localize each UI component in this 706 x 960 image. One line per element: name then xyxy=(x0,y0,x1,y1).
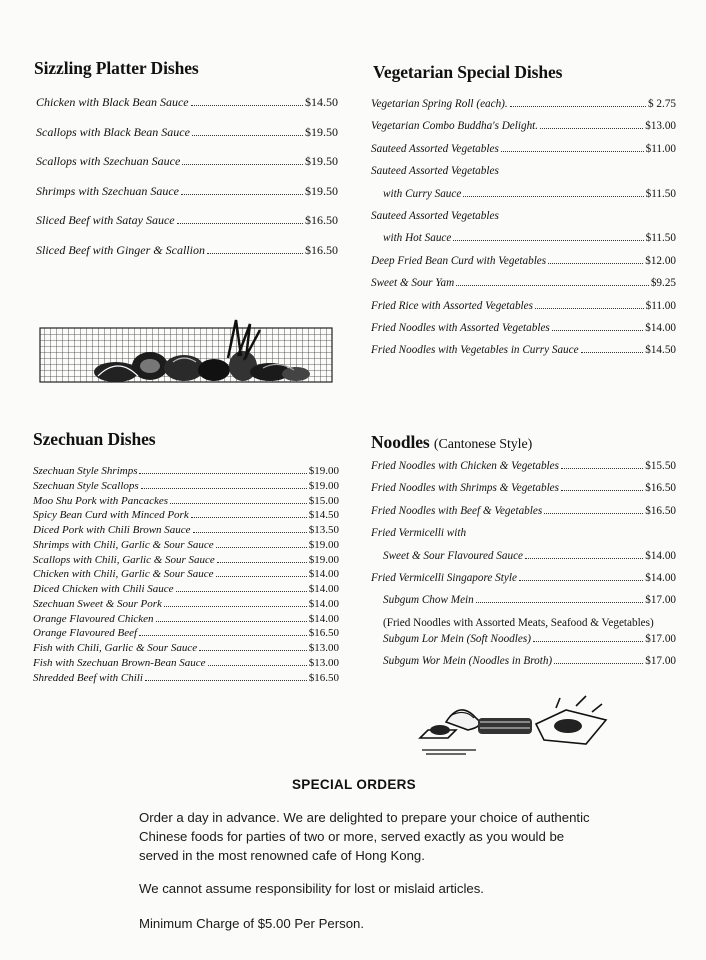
item-name: Sweet & Sour Yam xyxy=(371,277,455,290)
menu-item xyxy=(371,188,676,210)
item-name: Diced Chicken with Chili Sauce xyxy=(33,583,174,595)
minimum-charge-notice: Minimum Charge of $5.00 Per Person. xyxy=(139,916,365,931)
item-name: Fish with Chili, Garlic & Sour Sauce xyxy=(33,642,198,654)
menu-item xyxy=(371,277,676,299)
menu-item xyxy=(36,125,338,155)
item-name: Moo Shu Pork with Pancackes xyxy=(33,494,169,507)
menu-item xyxy=(33,612,339,627)
menu-item xyxy=(371,255,676,277)
item-name: Vegetarian Spring Roll (each). xyxy=(371,98,508,110)
item-price: $19.50 xyxy=(305,183,338,198)
item-price: $16.50 xyxy=(645,482,676,495)
item-price: $17.00 xyxy=(645,632,676,645)
szechuan-menu-list xyxy=(33,464,339,685)
item-name: Shredded Beef with Chili xyxy=(33,671,143,684)
item-name: with Curry Sauce xyxy=(383,187,462,200)
item-price: $13.00 xyxy=(308,642,339,654)
item-name: Subgum Lor Mein (Soft Noodles) xyxy=(383,632,531,645)
item-name: Sliced Beef with Ginger & Scallion xyxy=(36,242,205,257)
item-name: Spicy Bean Curd with Minced Pork xyxy=(33,509,189,522)
item-name: Sliced Beef with Satay Sauce xyxy=(36,213,175,228)
item-name: Scallops with Black Bean Sauce xyxy=(36,124,190,139)
item-price: $11.50 xyxy=(645,187,676,200)
item-name: Fried Noodles with Beef & Vegetables xyxy=(371,504,543,517)
menu-item xyxy=(371,505,676,527)
section-title-vegetarian: Vegetarian Special Dishes xyxy=(373,62,563,82)
menu-item xyxy=(371,594,676,616)
menu-item xyxy=(36,95,338,125)
item-description: (Fried Noodles with Assorted Meats, Seafood & Vegetables) xyxy=(383,616,654,629)
item-price: $13.00 xyxy=(645,120,676,133)
item-price: $17.00 xyxy=(645,594,676,607)
item-price: $19.50 xyxy=(305,124,338,139)
menu-item xyxy=(36,154,338,184)
menu-item xyxy=(33,494,339,509)
item-price: $12.00 xyxy=(645,254,676,267)
item-name: Sauteed Assorted Vegetables xyxy=(371,209,499,222)
item-price: $14.50 xyxy=(308,509,339,522)
item-name: Scallops with Chili, Garlic & Sour Sauce xyxy=(33,553,215,566)
item-name: Orange Flavoured Beef xyxy=(33,627,138,640)
menu-item xyxy=(371,165,676,187)
item-name: Deep Fried Bean Curd with Vegetables xyxy=(371,254,547,267)
item-price: $15.50 xyxy=(645,460,676,472)
menu-item xyxy=(371,633,676,655)
item-price: $19.00 xyxy=(308,538,339,551)
item-price: $14.00 xyxy=(645,549,676,562)
item-price: $16.50 xyxy=(305,242,338,257)
item-name: Fried Noodles with Shrimps & Vegetables xyxy=(371,482,560,495)
item-name: Fried Rice with Assorted Vegetables xyxy=(371,299,533,312)
menu-item xyxy=(371,232,676,254)
menu-item xyxy=(36,243,338,273)
menu-item xyxy=(371,300,676,322)
menu-item xyxy=(33,464,339,479)
item-name: Subgum Chow Mein xyxy=(383,594,474,607)
menu-item xyxy=(33,626,339,641)
responsibility-notice: We cannot assume responsibility for lost or mislaid articles. xyxy=(139,881,484,896)
menu-item xyxy=(33,523,339,538)
item-price: $19.00 xyxy=(308,553,339,566)
section-title-sizzling: Sizzling Platter Dishes xyxy=(34,58,199,78)
item-name: Shrimps with Szechuan Sauce xyxy=(36,183,179,198)
noodles-menu-list xyxy=(371,460,676,678)
menu-item xyxy=(33,671,339,686)
special-orders-title: SPECIAL ORDERS xyxy=(292,777,416,792)
menu-item xyxy=(36,184,338,214)
item-name: Shrimps with Chili, Garlic & Sour Sauce xyxy=(33,538,214,551)
menu-item xyxy=(33,641,339,656)
item-price: $14.00 xyxy=(645,571,676,584)
menu-item xyxy=(371,655,676,677)
menu-item xyxy=(371,527,676,549)
item-price: $14.50 xyxy=(305,95,338,109)
menu-item xyxy=(371,482,676,504)
menu-item xyxy=(33,656,339,671)
item-name: Szechuan Style Shrimps xyxy=(33,465,138,477)
item-price: $11.50 xyxy=(645,232,676,245)
item-price: $14.00 xyxy=(308,583,339,595)
menu-item xyxy=(33,479,339,494)
menu-item xyxy=(371,460,676,482)
item-price: $11.00 xyxy=(645,142,676,155)
item-name: Szechuan Sweet & Sour Pork xyxy=(33,597,162,610)
item-price: $16.50 xyxy=(308,627,339,640)
item-name: Szechuan Style Scallops xyxy=(33,479,139,492)
item-price: $ 2.75 xyxy=(648,98,676,110)
item-price: $13.00 xyxy=(308,656,339,669)
noodles-title: Noodles xyxy=(371,432,430,452)
noodles-subtitle: (Cantonese Style) xyxy=(433,437,533,452)
item-price: $9.25 xyxy=(650,277,676,290)
vegetarian-menu-list xyxy=(371,98,676,367)
item-price: $19.50 xyxy=(305,154,338,169)
item-name: Chicken with Chili, Garlic & Sour Sauce xyxy=(33,568,214,581)
menu-item xyxy=(371,344,676,366)
vegetable-basket-illustration-icon xyxy=(38,316,334,386)
menu-item xyxy=(371,210,676,232)
menu-item-note xyxy=(371,617,676,633)
item-price: $16.50 xyxy=(305,213,338,228)
menu-item xyxy=(371,572,676,594)
menu-item xyxy=(371,98,676,120)
item-name: Fried Noodles with Chicken & Vegetables xyxy=(371,460,559,472)
menu-item xyxy=(371,550,676,572)
special-orders-paragraph: Order a day in advance. We are delighted to prepare your choice of authentic Chinese foods for parties of two or more, served exactly as you would be served in the most renowned cafe of Hong Kong. xyxy=(139,810,590,863)
food-table-illustration-icon xyxy=(416,694,612,756)
item-name: with Hot Sauce xyxy=(383,232,452,245)
menu-item xyxy=(33,553,339,568)
menu-item xyxy=(33,582,339,597)
item-price: $16.50 xyxy=(308,671,339,684)
item-name: Fried Vermicelli Singapore Style xyxy=(371,571,517,584)
item-price: $17.00 xyxy=(645,655,676,668)
item-name: Scallops with Szechuan Sauce xyxy=(36,154,181,169)
item-price: $14.00 xyxy=(308,568,339,581)
menu-item xyxy=(33,597,339,612)
menu-item xyxy=(33,508,339,523)
item-name: Vegetarian Combo Buddha's Delight. xyxy=(371,120,539,133)
item-price: $16.50 xyxy=(645,504,676,517)
item-price: $14.50 xyxy=(645,344,676,357)
item-name: Fried Noodles with Vegetables in Curry Sauce xyxy=(371,344,579,357)
item-name: Sweet & Sour Flavoured Sauce xyxy=(383,549,524,562)
item-name: Orange Flavoured Chicken xyxy=(33,612,154,625)
menu-item xyxy=(371,120,676,142)
sizzling-menu-list xyxy=(36,95,338,273)
menu-item xyxy=(33,538,339,553)
item-price: $13.50 xyxy=(308,524,339,536)
item-name: Sauteed Assorted Vegetables xyxy=(371,142,499,155)
item-name: Fried Noodles with Assorted Vegetables xyxy=(371,321,550,334)
item-price: $11.00 xyxy=(645,299,676,312)
item-name: Fried Vermicelli with xyxy=(371,527,467,540)
item-price: $19.00 xyxy=(308,479,339,492)
item-price: $15.00 xyxy=(308,494,339,507)
item-name: Diced Pork with Chili Brown Sauce xyxy=(33,524,191,536)
item-name: Fish with Szechuan Brown-Bean Sauce xyxy=(33,656,206,669)
item-name: Sauteed Assorted Vegetables xyxy=(371,165,499,178)
item-name: Chicken with Black Bean Sauce xyxy=(36,95,189,109)
menu-item xyxy=(33,567,339,582)
item-price: $14.00 xyxy=(308,612,339,625)
item-price: $14.00 xyxy=(308,597,339,610)
item-price: $14.00 xyxy=(645,321,676,334)
section-title-szechuan: Szechuan Dishes xyxy=(33,429,156,449)
section-title-noodles xyxy=(371,432,532,453)
item-name: Subgum Wor Mein (Noodles in Broth) xyxy=(383,655,553,668)
menu-item xyxy=(36,213,338,243)
item-price: $19.00 xyxy=(308,465,339,477)
menu-item xyxy=(371,322,676,344)
menu-item xyxy=(371,143,676,165)
